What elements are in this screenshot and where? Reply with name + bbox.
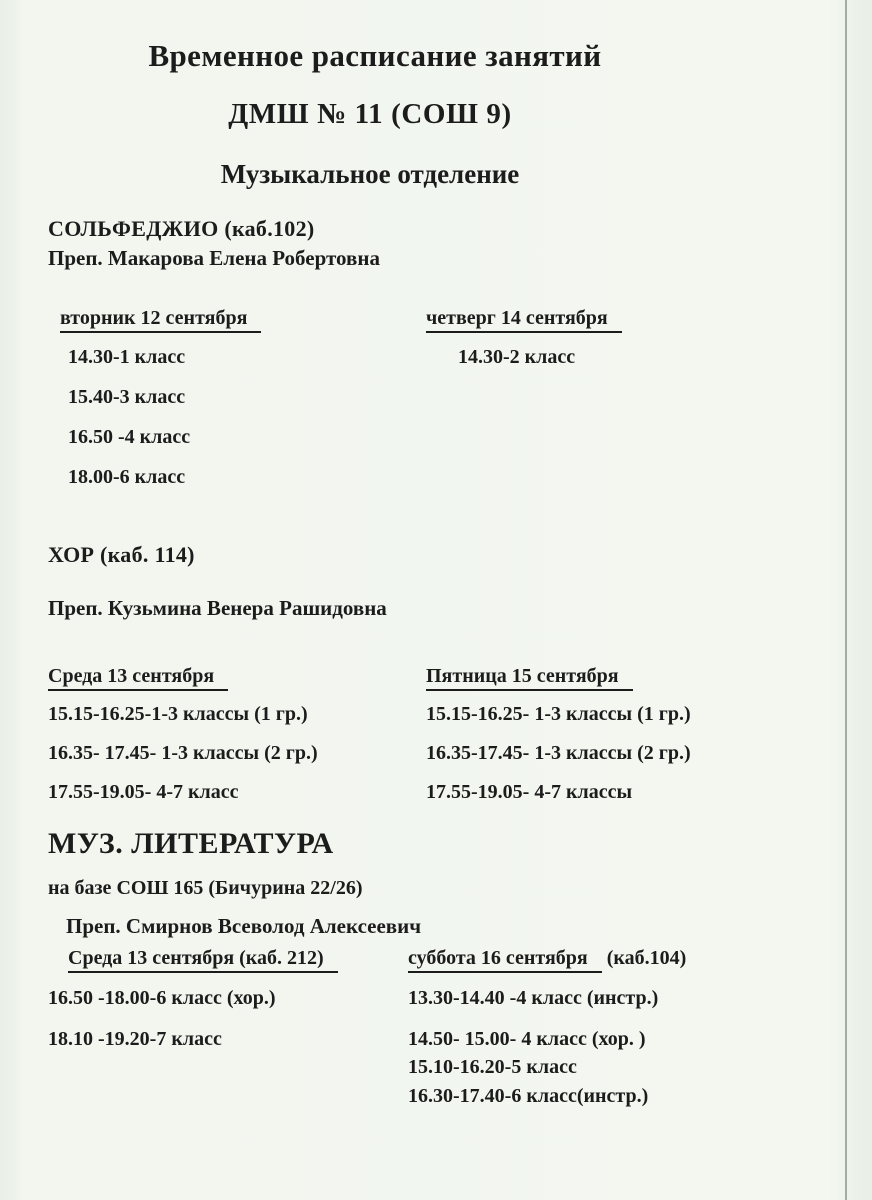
column-wednesday [48,947,408,1110]
day-header-text: Пятница 15 сентября [426,665,633,691]
column-saturday [408,947,812,1110]
column-wednesday [48,665,426,805]
section-teacher: Преп. Макарова Елена Робертовна [48,246,380,270]
section-location: на базе СОШ 165 (Бичурина 22/26) [48,877,363,899]
day-header [426,665,812,688]
schedule-entry: 16.50 -4 класс [68,426,191,448]
schedule-entry: 15.40-3 класс [68,386,186,408]
document-title: Временное расписание занятий [148,38,602,73]
day-header-text: суббота 16 сентября [408,947,602,973]
column-thursday [426,307,812,490]
schedule-entry: 18.10 -19.20-7 класс [48,1028,222,1050]
day-header [48,307,426,330]
section-teacher: Преп. Смирнов Всеволод Алексеевич [66,914,422,938]
schedule-entry: 14.50- 15.00- 4 класс (хор. ) [408,1028,646,1050]
day-header-text: четверг 14 сентября [426,307,622,333]
schedule-entry: 15.10-16.20-5 класс [408,1056,577,1078]
schedule-entry: 14.30-2 класс [458,346,576,368]
day-header-text: Среда 13 сентября (каб. 212) [68,947,338,973]
schedule-entry: 16.35- 17.45- 1-3 классы (2 гр.) [48,742,318,764]
schedule-entry: 17.55-19.05- 4-7 классы [426,781,633,803]
schedule-columns [48,665,812,805]
schedule-entry: 16.50 -18.00-6 класс (хор.) [48,987,276,1009]
day-header [408,947,812,970]
day-header-text: Среда 13 сентября [48,665,228,691]
day-header [426,307,812,330]
schedule-entry: 16.30-17.40-6 класс(инстр.) [408,1085,649,1107]
column-tuesday [48,307,426,490]
schedule-entry: 15.15-16.25- 1-3 классы (1 гр.) [426,703,691,725]
section-title: ХОР (каб. 114) [48,542,195,567]
schedule-entry: 13.30-14.40 -4 класс (инстр.) [408,987,659,1009]
schedule-entry: 16.35-17.45- 1-3 классы (2 гр.) [426,742,691,764]
scan-artifact-line [845,0,847,1200]
day-header-suffix: (каб.104) [601,947,687,969]
section-title: МУЗ. ЛИТЕРАТУРА [48,827,334,860]
column-friday [426,665,812,805]
schedule-entry: 18.00-6 класс [68,466,186,488]
section-music-literature [48,827,812,1110]
section-title: СОЛЬФЕДЖИО (каб.102) [48,216,315,241]
section-teacher: Преп. Кузьмина Венера Рашидовна [48,596,387,620]
schedule-columns [48,947,812,1110]
section-solfeggio [48,216,812,490]
schedule-columns [48,307,812,490]
day-header [48,947,408,970]
schedule-entry: 15.15-16.25-1-3 классы (1 гр.) [48,703,308,725]
schedule-entry: 17.55-19.05- 4-7 класс [48,781,239,803]
section-choir [48,542,812,805]
day-header-text: вторник 12 сентября [60,307,261,333]
document-department: Музыкальное отделение [220,159,520,189]
document-school: ДМШ № 11 (СОШ 9) [228,98,512,130]
day-header [48,665,426,688]
schedule-entry: 14.30-1 класс [68,346,186,368]
